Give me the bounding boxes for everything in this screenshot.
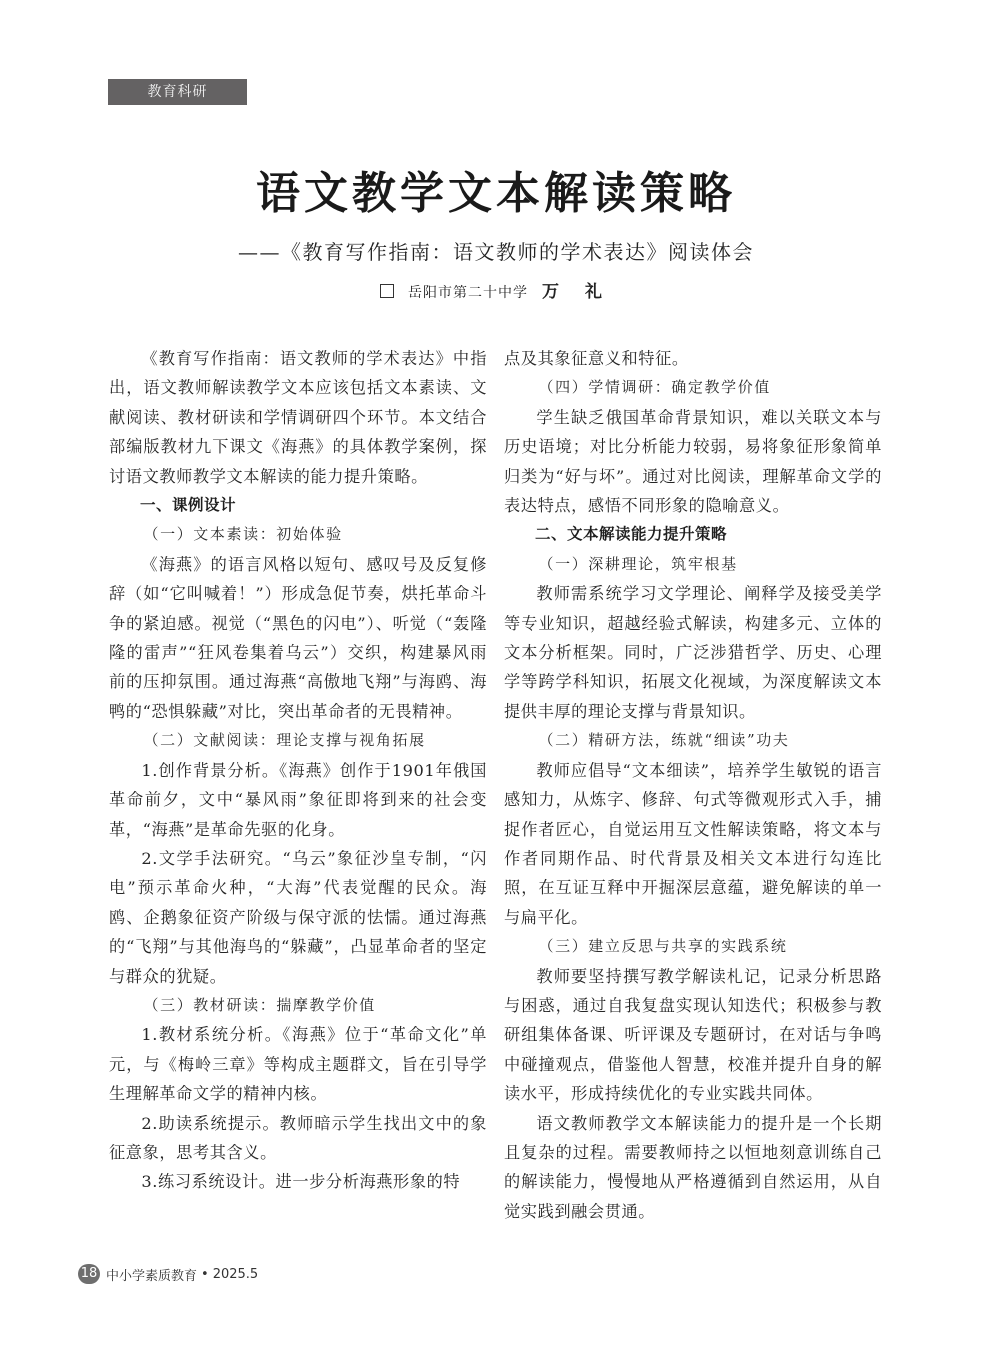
paragraph: 《教育写作指南：语文教师的学术表达》中指出，语文教师解读教学文本应该包括文本素读、文献阅读、教材研读和学情调研四个环节。本文结合部编版教材九下课文《海燕》的具体教学案例，探讨语文教师教学文本解读的能力提升策略。: [109, 349, 487, 486]
author-school: 岳阳市第二十中学: [408, 285, 529, 301]
paragraph: 2.文学手法研究。“乌云”象征沙皇专制，“闪电”预示革命火种，“大海”代表觉醒的民众。海鸥、企鹅象征资产阶级与保守派的怯懦。通过海燕的“飞翔”与其他海鸟的“躲藏”，凸显革命者的坚定与群众的犹疑。: [109, 848, 487, 986]
subsection-heading: （二）文献阅读：理论支撑与视角拓展: [143, 731, 426, 750]
paragraph: 语文教师教学文本解读能力的提升是一个长期且复杂的过程。需要教师持之以恒地刻意训练自己的解读能力，慢慢地从严格遵循到自然运用，从自觉实践到融会贯通。: [504, 1113, 882, 1221]
section-heading: 一、课例设计: [140, 496, 237, 515]
subsection-heading: （三）建立反思与共享的实践系统: [538, 937, 788, 956]
square-bullet-icon: [380, 284, 394, 298]
page-footer: [78, 1263, 258, 1285]
article-title: 语文教学文本解读策略: [256, 168, 736, 219]
separator-dot: •: [201, 1266, 209, 1282]
paragraph: 教师应倡导“文本细读”，培养学生敏锐的语言感知力，从炼字、修辞、句式等微观形式入手，捕捉作者匠心，自觉运用互文性解读策略，将文本与作者同期作品、时代背景及相关文本进行勾连比照，在互证互释中开掘深层意蕴，避免解读的单一与扁平化。: [504, 760, 882, 927]
author-name: 万 礼: [542, 282, 612, 302]
paragraph: 《海燕》的语言风格以短句、感叹号及反复修辞（如“它叫喊着！”）形成急促节奏，烘托革命斗争的紧迫感。视觉（“黑色的闪电”）、听觉（“轰隆隆的雷声”“狂风卷集着乌云”）交织，构建暴风雨前的压抑氛围。通过海燕“高傲地飞翔”与海鸥、海鸭的“恐惧躲藏”对比，突出革命者的无畏精神。: [109, 554, 487, 721]
article-subtitle: ——《教育写作指南：语文教师的学术表达》阅读体会: [238, 240, 754, 264]
subsection-heading: （二）精研方法，练就“细读”功夫: [538, 731, 790, 750]
paragraph: 1.创作背景分析。《海燕》创作于1901年俄国革命前夕，文中“暴风雨”象征即将到来的社会变革，“海燕”是革命先驱的化身。: [109, 760, 487, 839]
section-heading: 二、文本解读能力提升策略: [535, 525, 728, 544]
paragraph: 点及其象征意义和特征。: [504, 349, 689, 368]
subsection-heading: （四）学情调研：确定教学价值: [538, 378, 771, 397]
subsection-heading: （三）教材研读：揣摩教学价值: [143, 995, 376, 1014]
paragraph: 教师需系统学习文学理论、阐释学及接受美学等专业知识，超越经验式解读，构建多元、立体的文本分析框架。同时，广泛涉猎哲学、历史、心理学等跨学科知识，拓展文化视域，为深度解读文本提供丰厚的理论支撑与背景知识。: [504, 584, 882, 721]
left-column: [109, 344, 487, 1197]
paragraph: 1.教材系统分析。《海燕》位于“革命文化”单元，与《梅岭三章》等构成主题群文，旨在引导学生理解革命文学的精神内核。: [109, 1025, 487, 1104]
paragraph: 2.助读系统提示。教师暗示学生找出文中的象征意象，思考其含义。: [109, 1113, 487, 1162]
paragraph: 学生缺乏俄国革命背景知识，难以关联文本与历史语境；对比分析能力较弱，易将象征形象简单归类为“好与坏”。通过对比阅读，理解革命文学的表达特点，感悟不同形象的隐喻意义。: [504, 407, 882, 516]
subsection-heading: （一）文本素读：初始体验: [143, 525, 343, 544]
subsection-heading: （一）深耕理论，筑牢根基: [538, 554, 738, 573]
issue-number: 2025.5: [212, 1266, 259, 1282]
section-tag: 教育科研: [108, 79, 247, 105]
page-number-badge: 18: [78, 1264, 100, 1284]
paragraph: 3.练习系统设计。进一步分析海燕形象的特: [141, 1172, 461, 1192]
byline: [0, 280, 992, 305]
paragraph: 教师要坚持撰写教学解读札记，记录分析思路与困惑，通过自我复盘实现认知迭代；积极参与教研组集体备课、听评课及专题研讨，在对话与争鸣中碰撞观点，借鉴他人智慧，校准并提升自身的解读水平，形成持续优化的专业实践共同体。: [504, 966, 882, 1104]
right-column: [504, 344, 882, 1226]
journal-name: 中小学素质教育: [106, 1268, 198, 1284]
